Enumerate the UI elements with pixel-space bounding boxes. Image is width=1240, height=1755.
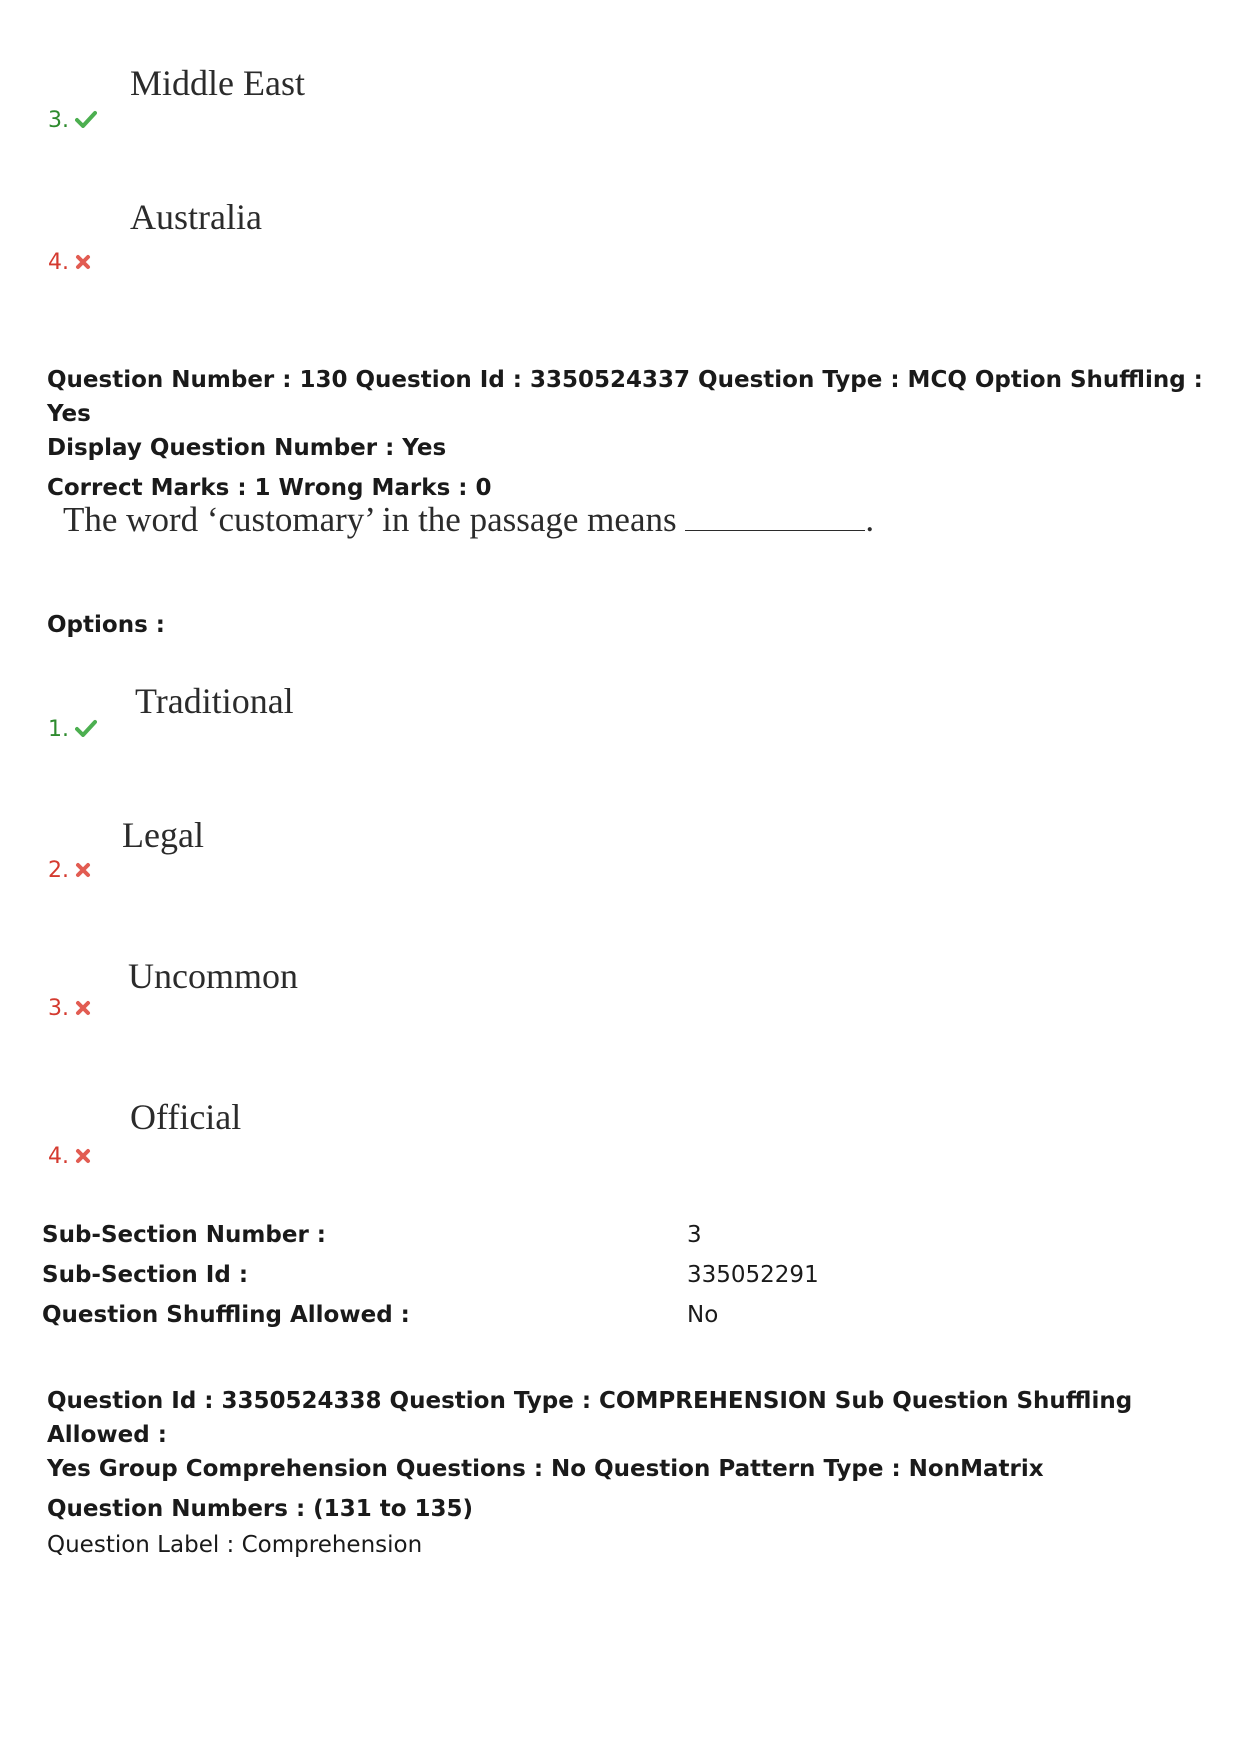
- subsection-label: Sub-Section Id :: [42, 1262, 249, 1288]
- option-text: Australia: [130, 197, 262, 237]
- option-number-label: 4.: [48, 250, 69, 275]
- option-number: [48, 108, 97, 134]
- option-number-label: 3.: [48, 996, 69, 1021]
- check-icon: [75, 109, 97, 134]
- question-text-body: The word ‘customary’ in the passage means: [63, 500, 677, 539]
- comprehension-header-line2: Yes Group Comprehension Questions : No Question Pattern Type : NonMatrix: [47, 1456, 1044, 1482]
- check-icon: [75, 718, 97, 743]
- question-numbers: Question Numbers : (131 to 135): [47, 1496, 474, 1522]
- comprehension-header-line1: Question Id : 3350524338 Question Type : COMPREHENSION Sub Question Shuffling Allowed :: [47, 1388, 1133, 1448]
- cross-icon: [75, 859, 91, 884]
- answer-blank: [685, 504, 865, 531]
- option-number: [48, 996, 91, 1022]
- question-header: [47, 363, 1227, 505]
- option-text: Traditional: [135, 681, 294, 721]
- question-text: [63, 500, 874, 540]
- subsection-value: No: [687, 1302, 719, 1328]
- option-number: [48, 717, 97, 743]
- options-label: Options :: [47, 612, 165, 638]
- option-number: [48, 1144, 91, 1170]
- subsection-label: Question Shuffling Allowed :: [42, 1302, 410, 1328]
- option-number-label: 1.: [48, 717, 69, 742]
- comprehension-block: [47, 1384, 1232, 1562]
- option-text: Official: [130, 1097, 242, 1137]
- option-number-label: 3.: [48, 108, 69, 133]
- question-text-end: .: [865, 500, 875, 539]
- option-number: [48, 858, 91, 884]
- cross-icon: [75, 1145, 91, 1170]
- subsection-value: 3: [687, 1222, 702, 1248]
- option-text: Uncommon: [128, 956, 298, 996]
- cross-icon: [75, 997, 91, 1022]
- subsection-row: [42, 1262, 1192, 1302]
- subsection-label: Sub-Section Number :: [42, 1222, 327, 1248]
- option-text: Middle East: [130, 63, 305, 103]
- question-label: Question Label : Comprehension: [47, 1532, 423, 1558]
- option-number-label: 2.: [48, 858, 69, 883]
- question-marks: Correct Marks : 1 Wrong Marks : 0: [47, 475, 492, 501]
- option-number: [48, 250, 91, 276]
- option-text: Legal: [122, 815, 204, 855]
- subsection-table: [42, 1222, 1192, 1342]
- question-header-line2: Display Question Number : Yes: [47, 435, 447, 461]
- option-number-label: 4.: [48, 1144, 69, 1169]
- subsection-row: [42, 1302, 1192, 1342]
- subsection-row: [42, 1222, 1192, 1262]
- cross-icon: [75, 251, 91, 276]
- subsection-value: 335052291: [687, 1262, 819, 1288]
- question-header-line1: Question Number : 130 Question Id : 3350524337 Question Type : MCQ Option Shuffling : Yes: [47, 367, 1203, 427]
